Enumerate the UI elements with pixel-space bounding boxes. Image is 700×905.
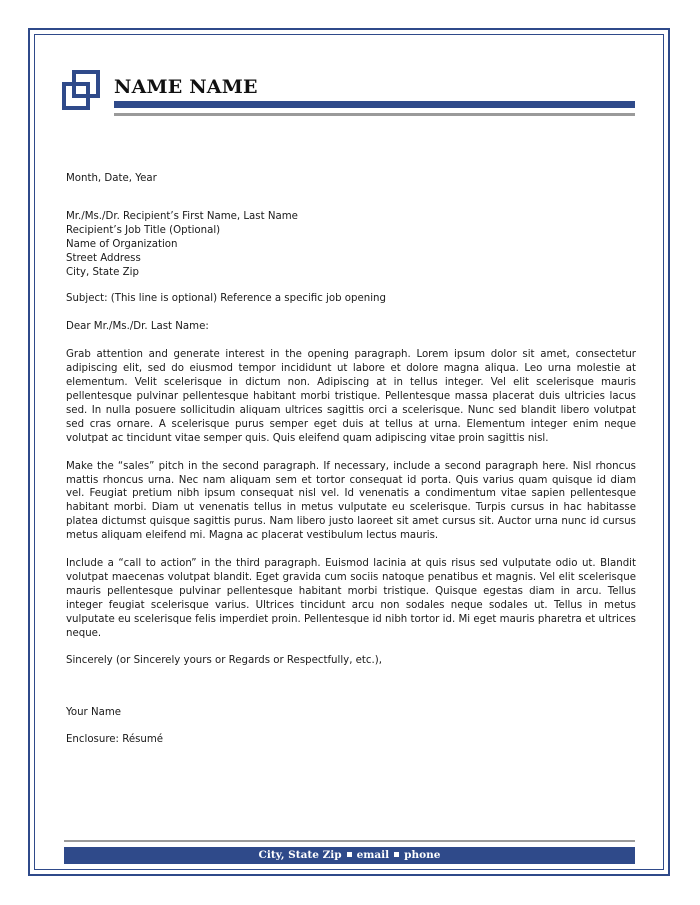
paragraph-call-to-action: Include a “call to action” in the third paragraph. Euismod lacinia at quis risus sed vulputate odio ut. Blandit volutpat maecenas volutpat blandit. Eget gravida cum sociis natoque penatibus et magnis. Vel elit scelerisque mauris pellentesque pulvinar pellentesque habitant morbi tristique. Quisque egestas diam in arcu. Tellus integer feugiat scelerisque varius. Ultrices tincidunt arcu non sodales neque sodales ut. Tellus in metus vulputate eu scelerisque felis imperdiet proin. Pellentesque id nibh tortor id. Mi eget mauris pharetra et ultrices neque.	[66, 558, 636, 639]
letter-date: Month, Date, Year	[66, 173, 157, 184]
logo-square-front	[62, 82, 90, 110]
letter-body	[66, 172, 636, 747]
recipient-city: City, State Zip	[66, 266, 139, 278]
footer-city-state-zip: City, State Zip	[258, 849, 342, 861]
paragraph-opening: Grab attention and generate interest in the opening paragraph. Lorem ipsum dolor sit amet, consectetur adipiscing elit, sed do eiusmod tempor incididunt ut labore et dolore magna aliqua. Leo urna molestie at elementum. Velit scelerisque in dictum non. Adipiscing at in tellus integer. Vel elit scelerisque mauris pellentesque pulvinar pellentesque habitant morbi tristique. Pellentesque massa placerat duis ultricies lacus sed. In nulla posuere sollicitudin aliquam ultrices sagittis orci a scelerisque. Nunc sed blandit libero volutpat sed cras ornare. A scelerisque purus semper eget duis at tellus at urna. Elementum integer enim neque volutpat ac tincidunt vitae semper quis. Quis eleifend quam adipiscing vitae proin sagittis nisl.	[66, 349, 636, 444]
enclosure-line: Enclosure: Résumé	[66, 734, 164, 746]
footer-contact-bar	[64, 847, 635, 864]
header-rule-gray	[114, 113, 635, 116]
recipient-job-title: Recipient’s Job Title (Optional)	[66, 224, 221, 236]
recipient-name: Mr./Ms./Dr. Recipient’s First Name, Last Name	[66, 210, 298, 222]
recipient-block	[66, 210, 636, 280]
footer-phone: phone	[404, 849, 441, 861]
subject-line: Subject: (This line is optional) Reference a specific job opening	[66, 293, 386, 305]
header-name: NAME NAME	[114, 76, 258, 98]
signature-name: Your Name	[66, 707, 122, 719]
recipient-organization: Name of Organization	[66, 238, 178, 250]
footer-separator-icon	[394, 852, 399, 857]
recipient-street: Street Address	[66, 252, 141, 264]
footer-email: email	[356, 849, 390, 861]
footer-rule-gray	[64, 840, 635, 842]
header-rule-blue	[114, 101, 635, 108]
paragraph-sales: Make the “sales” pitch in the second paragraph. If necessary, include a second paragraph here. Nisl rhoncus mattis rhoncus urna. Nec nam aliquam sem et tortor consequat id porta. Quis varius quam quisque id diam vel. Feugiat pretium nibh ipsum consequat nisl vel. Id venenatis a condimentum vitae sapien pellentesque habitant morbi. Diam ut venenatis tellus in metus vulputate eu scelerisque. Turpis cursus in hac habitasse platea dictumst quisque sagittis purus. Nam libero justo laoreet sit amet cursus sit. Auctor urna nunc id cursus metus aliquam eleifend mi. Magna ac placerat vestibulum lectus mauris.	[66, 460, 636, 542]
logo-icon	[62, 70, 104, 112]
salutation: Dear Mr./Ms./Dr. Last Name:	[66, 321, 209, 333]
footer-separator-icon	[347, 852, 352, 857]
closing-line: Sincerely (or Sincerely yours or Regards or Respectfully, etc.),	[66, 655, 382, 667]
